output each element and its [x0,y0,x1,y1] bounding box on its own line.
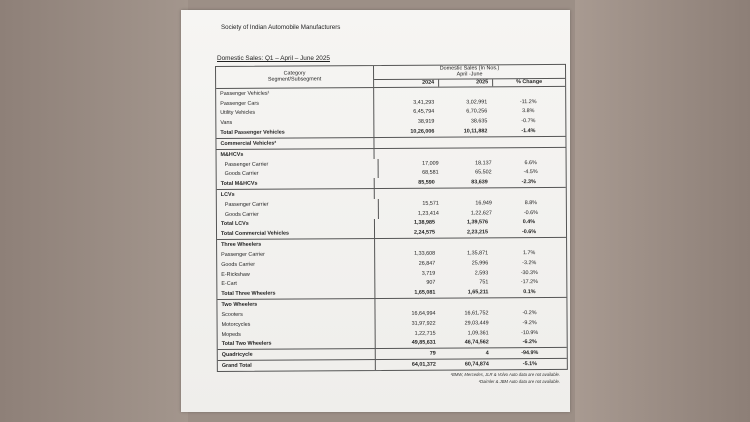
row-label: Passenger Carrier [217,249,375,260]
value-2025: 4 [485,350,489,357]
value-2025: 1,09,361 [467,329,489,337]
value-2024: 2,24,575 [414,229,436,237]
value-2024: 6,45,794 [413,109,435,116]
value-2025: 83,639 [471,179,488,186]
value-2024: 26,847 [418,260,436,267]
row-label: Total Commercial Vehicles [217,228,375,239]
percent-change: -0.2% [522,309,537,317]
row-label: LCVs [217,189,375,200]
percent-change: -1.4% [521,128,536,135]
row-label: Total Passenger Vehicles [216,127,374,138]
value-2024: 64,01,372 [411,361,436,368]
value-2025: 1,22,627 [470,209,492,217]
background-right [575,0,750,422]
row-label: Total Three Wheelers [217,288,375,299]
value-2024: 68,581 [422,169,439,177]
percent-change: 0.1% [523,289,536,296]
domestic-sales-header: Domestic Sales (In Nos.) [439,65,500,72]
row-label: Commercial Vehicles² [216,138,374,149]
percent-change: -17.2% [520,279,538,286]
value-2024: 1,22,715 [414,330,436,337]
row-label: Passenger Carrier [217,159,379,170]
percent-change: -30.3% [520,269,538,276]
value-2025: 65,502 [475,169,492,176]
percent-change: -6.2% [522,339,537,346]
percent-change: -10.9% [521,329,539,336]
value-2025: 751 [479,279,489,286]
row-label: Total Two Wheelers [218,339,376,350]
row-label: Passenger Cars [216,98,374,109]
percent-change: -4.5% [523,169,538,176]
value-2024: 3,719 [421,270,436,277]
year-2024-header: 2024 [374,79,439,86]
row-label: Utility Vehicles [216,107,374,118]
value-2024: 1,23,414 [417,210,439,217]
value-2025: 1,65,211 [467,289,489,296]
percent-change: -11.2% [519,98,537,105]
row-label: Total M&HCVs [217,178,375,189]
row-label: M&HCVs [217,149,375,160]
category-header-line2: Segment/Subsegment [267,76,322,84]
value-2025: 1,35,871 [467,250,489,257]
year-2025-header: 2025 [439,79,493,86]
sales-table [215,64,568,372]
organization-name: Society of Indian Automobile Manufacturers [221,24,341,31]
percent-change: 6.6% [524,159,537,166]
row-label: Goods Carrier [217,168,379,179]
value-2024: 10,26,006 [410,128,435,135]
footnote-2: ²Daimler & JBM Auto data are not available. [478,379,560,384]
category-header [216,66,374,88]
value-2024: 17,009 [422,160,439,167]
value-2025: 2,593 [474,269,489,277]
percent-change: 3.8% [522,108,535,115]
percent-change: 8.8% [524,199,538,206]
table-header [216,65,565,89]
percent-change: 0.4% [522,219,536,226]
value-2025: 3,02,991 [466,98,488,106]
paper-sheet [181,10,570,412]
background-left [0,0,188,422]
change-header: % Change [516,78,543,85]
value-2024: 16,64,994 [411,310,436,317]
percent-change: -0.7% [521,118,536,125]
row-label: Mopeds [218,329,376,340]
value-2025: 2,23,215 [467,229,489,236]
percent-change: -94.9% [521,350,539,357]
value-2024: 31,97,922 [411,320,436,327]
value-2025: 10,11,882 [463,128,488,135]
row-label: Goods Carrier [217,209,379,220]
row-label: Passenger Carrier [217,199,379,210]
category-header-line1: Category [283,70,306,77]
value-2024: 79 [429,350,436,357]
value-2024: 85,590 [418,179,435,186]
percent-change: -5.1% [522,361,537,368]
value-2024: 907 [426,280,436,287]
row-label: Goods Carrier [217,259,375,270]
row-label: Vans [216,117,374,128]
row-label: Grand Total [218,360,376,371]
row-label: Quadricycle [218,349,376,360]
value-2025: 25,996 [471,260,489,267]
value-2025: 60,74,874 [464,361,489,368]
row-label: Three Wheelers [217,239,375,250]
value-2024: 1,65,081 [414,289,436,297]
row-label: Total LCVs [217,219,375,230]
percent-change: -0.6% [521,229,537,236]
document-title: Domestic Sales: Q1 – April – June 2025 [217,55,330,62]
value-2024: 1,38,985 [413,220,435,227]
row-label: E-Rickshaw [217,269,375,280]
value-2025: 29,03,449 [464,320,489,327]
percent-change: -0.6% [523,209,538,216]
value-2024: 38,919 [417,118,435,125]
value-2024: 15,571 [422,200,439,207]
year-header-row [374,79,565,87]
value-2024: 49,85,631 [411,340,436,347]
percent-change: 1.7% [522,250,536,257]
row-label: Motorcycles [218,319,376,330]
percent-change: -2.3% [521,179,536,186]
table-body [216,87,567,371]
percent-change: -3.2% [522,259,537,266]
value-2025: 46,74,562 [464,339,489,346]
row-label: E-Cart [217,279,375,290]
value-2024: 3,41,293 [413,99,435,106]
value-2025: 38,635 [470,118,488,125]
row-label: Two Wheelers [217,299,375,310]
table-row [218,358,567,371]
value-2025: 16,61,752 [464,310,489,317]
value-2025: 16,949 [475,200,492,207]
sales-header [374,65,565,87]
value-2025: 18,137 [475,159,492,166]
percent-change: -9.2% [522,319,537,326]
row-label: Passenger Vehicles¹ [216,88,374,99]
period-header: April -June [374,71,565,80]
row-label: Scooters [217,309,375,320]
value-2025: 1,39,576 [466,219,488,226]
value-2024: 1,33,608 [414,250,436,257]
footnote-1: ¹BMW, Mercedes, JLR & Volvo Auto data are not available. [450,372,560,377]
value-2025: 6,70,256 [466,108,488,115]
